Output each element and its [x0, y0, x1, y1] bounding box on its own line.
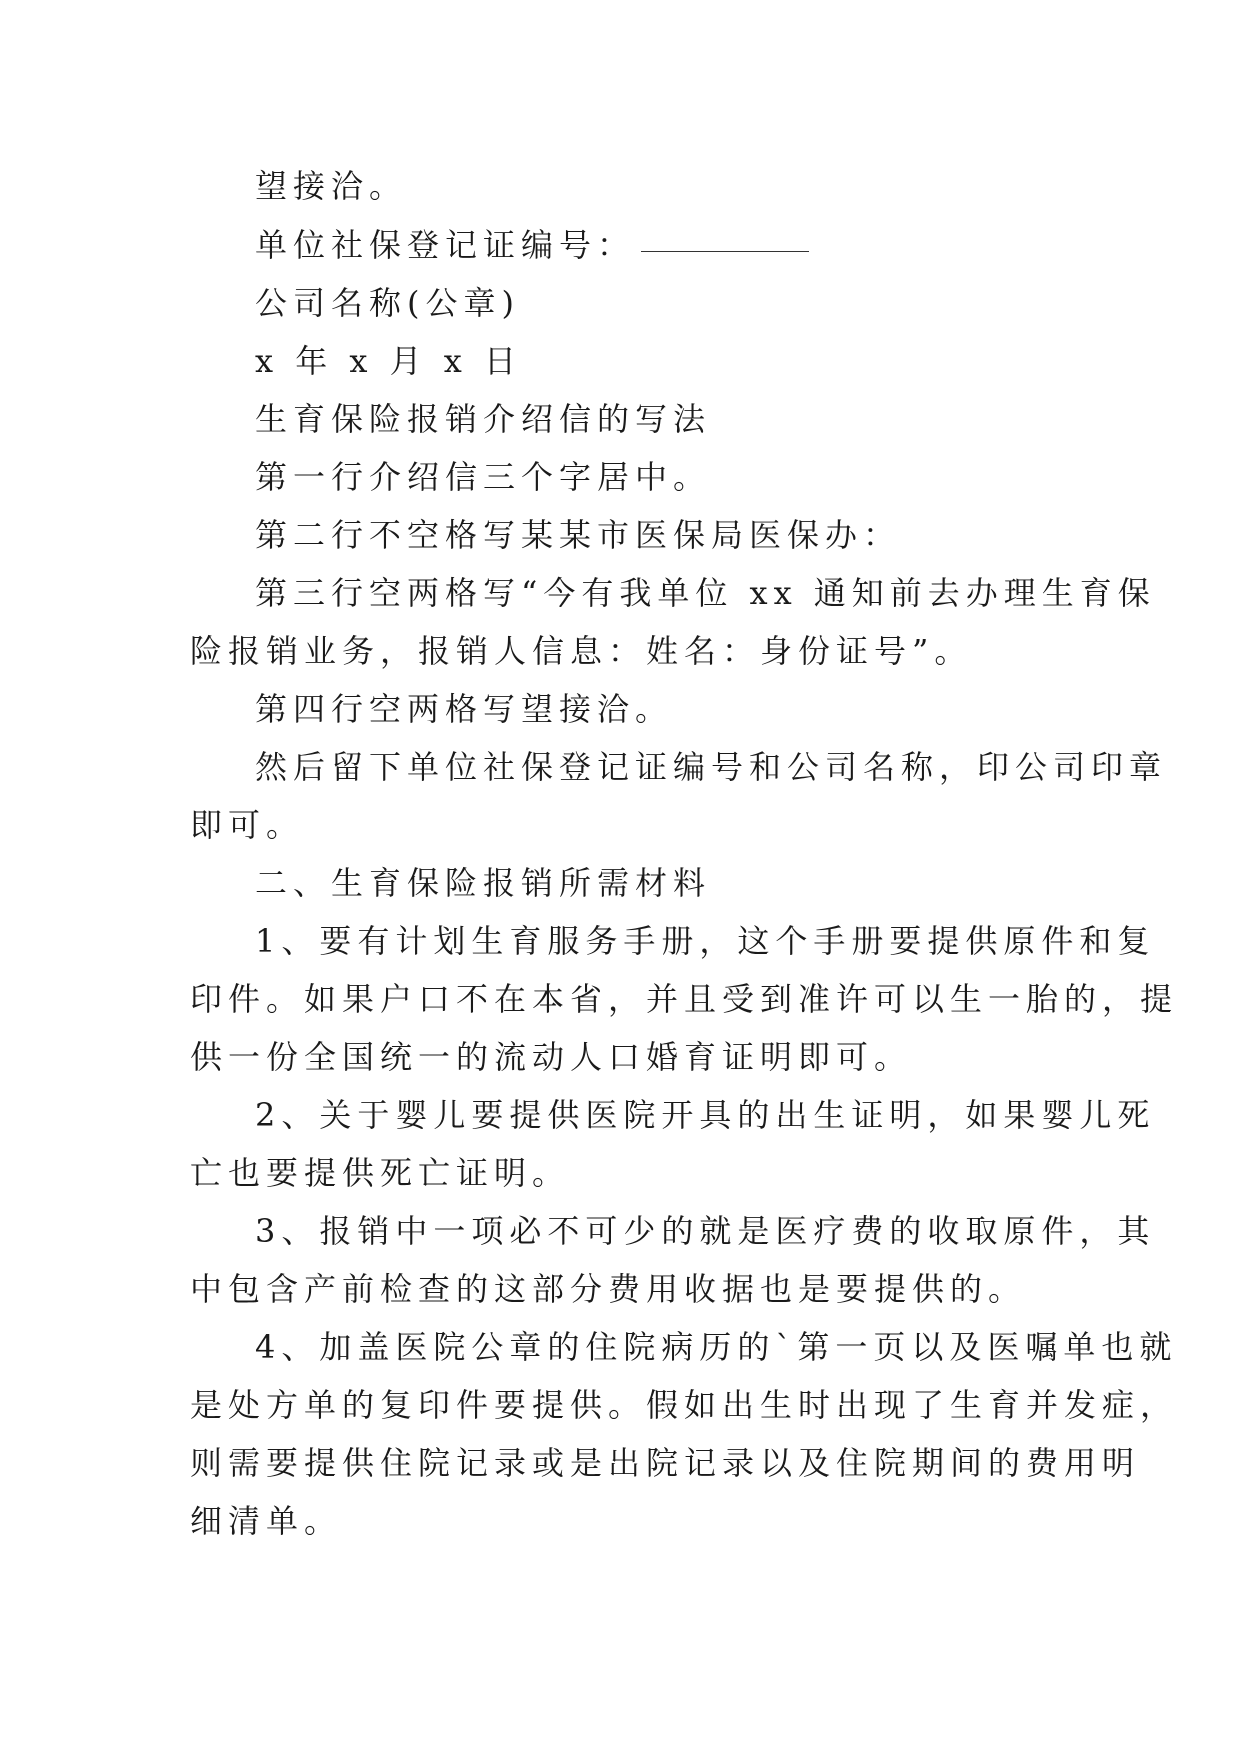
text-line: 第二行不空格写某某市医保局医保办：: [255, 516, 902, 554]
text-line: 险报销业务，报销人信息：姓名：身份证号”。: [190, 632, 973, 670]
social-security-number-line: [255, 225, 809, 265]
text-line: 第四行空两格写望接洽。: [255, 690, 674, 728]
text-line: x 年 x 月 x 日: [255, 342, 523, 380]
text-line: 则需要提供住院记录或是出院记录以及住院期间的费用明: [190, 1444, 1141, 1482]
blank-field: [641, 250, 809, 252]
text-line: 3、报销中一项必不可少的就是医疗费的收取原件，其: [255, 1212, 1156, 1250]
text-line: 2、关于婴儿要提供医院开具的出生证明，如果婴儿死: [255, 1096, 1156, 1134]
text-line: 公司名称(公章): [255, 284, 520, 322]
text-line: 然后留下单位社保登记证编号和公司名称，印公司印章: [255, 748, 1168, 786]
text-line: 单位社保登记证编号：: [255, 226, 636, 264]
text-line: 望接洽。: [255, 167, 408, 205]
text-line: 生育保险报销介绍信的写法: [255, 400, 712, 438]
text-line: 中包含产前检查的这部分费用收据也是要提供的。: [190, 1270, 1027, 1308]
text-line: 4、加盖医院公章的住院病历的`第一页以及医嘱单也就: [255, 1328, 1178, 1366]
text-line: 细清单。: [190, 1502, 343, 1540]
text-line: 1、要有计划生育服务手册，这个手册要提供原件和复: [255, 922, 1156, 960]
text-line: 是处方单的复印件要提供。假如出生时出现了生育并发症，: [190, 1386, 1179, 1424]
text-line: 即可。: [190, 806, 305, 844]
text-line: 第三行空两格写“今有我单位 xx 通知前去办理生育保: [255, 574, 1156, 612]
section-heading: 二、生育保险报销所需材料: [255, 864, 712, 902]
text-line: 第一行介绍信三个字居中。: [255, 458, 712, 496]
text-line: 供一份全国统一的流动人口婚育证明即可。: [190, 1038, 913, 1076]
text-line: 印件。如果户口不在本省，并且受到准许可以生一胎的，提: [190, 980, 1179, 1018]
text-line: 亡也要提供死亡证明。: [190, 1154, 571, 1192]
